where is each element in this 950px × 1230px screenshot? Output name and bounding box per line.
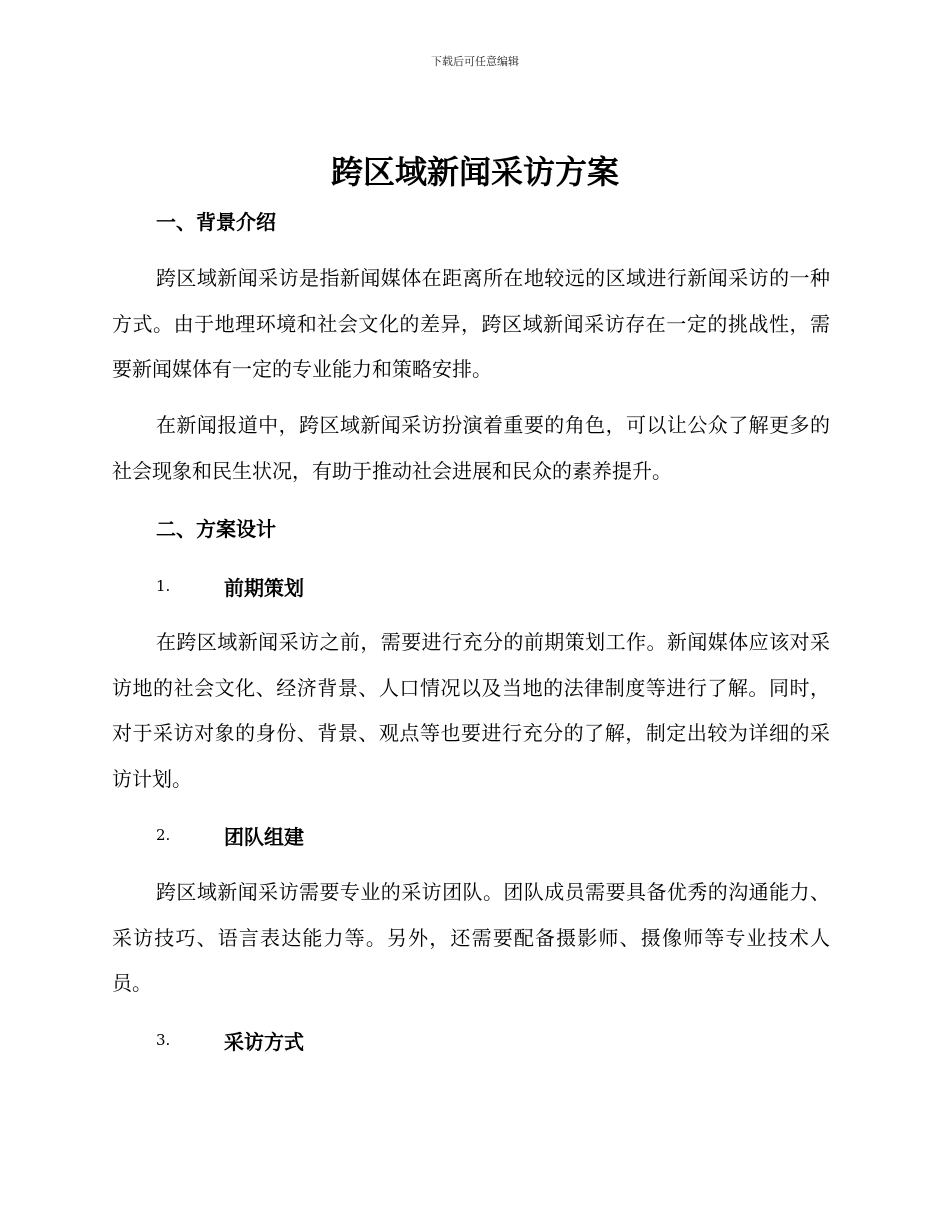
subheading-number: 3. bbox=[156, 1031, 171, 1049]
section-heading-design: 二、方案设计 bbox=[156, 517, 276, 541]
paragraph-team: 跨区域新闻采访需要专业的采访团队。团队成员需要具备优秀的沟通能力、采访技巧、语言表达能力等。另外，还需要配备摄影师、摄像师等专业技术人员。 bbox=[112, 880, 830, 995]
paragraph-background-2: 在新闻报道中，跨区域新闻采访扮演着重要的角色，可以让公众了解更多的社会现象和民生状况，有助于推动社会进展和民众的素养提升。 bbox=[112, 413, 830, 483]
section-heading-background: 一、背景介绍 bbox=[156, 210, 276, 234]
header-note: 下载后可任意编辑 bbox=[431, 55, 519, 68]
paragraph-planning: 在跨区域新闻采访之前，需要进行充分的前期策划工作。新闻媒体应该对采访地的社会文化、经济背景、人口情况以及当地的法律制度等进行了解。同时，对于采访对象的身份、背景、观点等也要进行充分的了解，制定出较为详细的采访计划。 bbox=[112, 630, 830, 791]
paragraph-background-1: 跨区域新闻采访是指新闻媒体在距离所在地较远的区域进行新闻采访的一种方式。由于地理环境和社会文化的差异，跨区域新闻采访存在一定的挑战性，需要新闻媒体有一定的专业能力和策略安排。 bbox=[112, 266, 830, 381]
subheading-number: 1. bbox=[156, 577, 171, 595]
subheading-interview-method bbox=[156, 1025, 304, 1055]
subheading-title: 采访方式 bbox=[224, 1029, 304, 1054]
subheading-number: 2. bbox=[156, 826, 171, 844]
subheading-title: 前期策划 bbox=[224, 575, 304, 600]
subheading-team bbox=[156, 820, 304, 850]
document-title: 跨区域新闻采访方案 bbox=[330, 153, 619, 191]
subheading-planning bbox=[156, 571, 304, 601]
subheading-title: 团队组建 bbox=[224, 824, 304, 849]
